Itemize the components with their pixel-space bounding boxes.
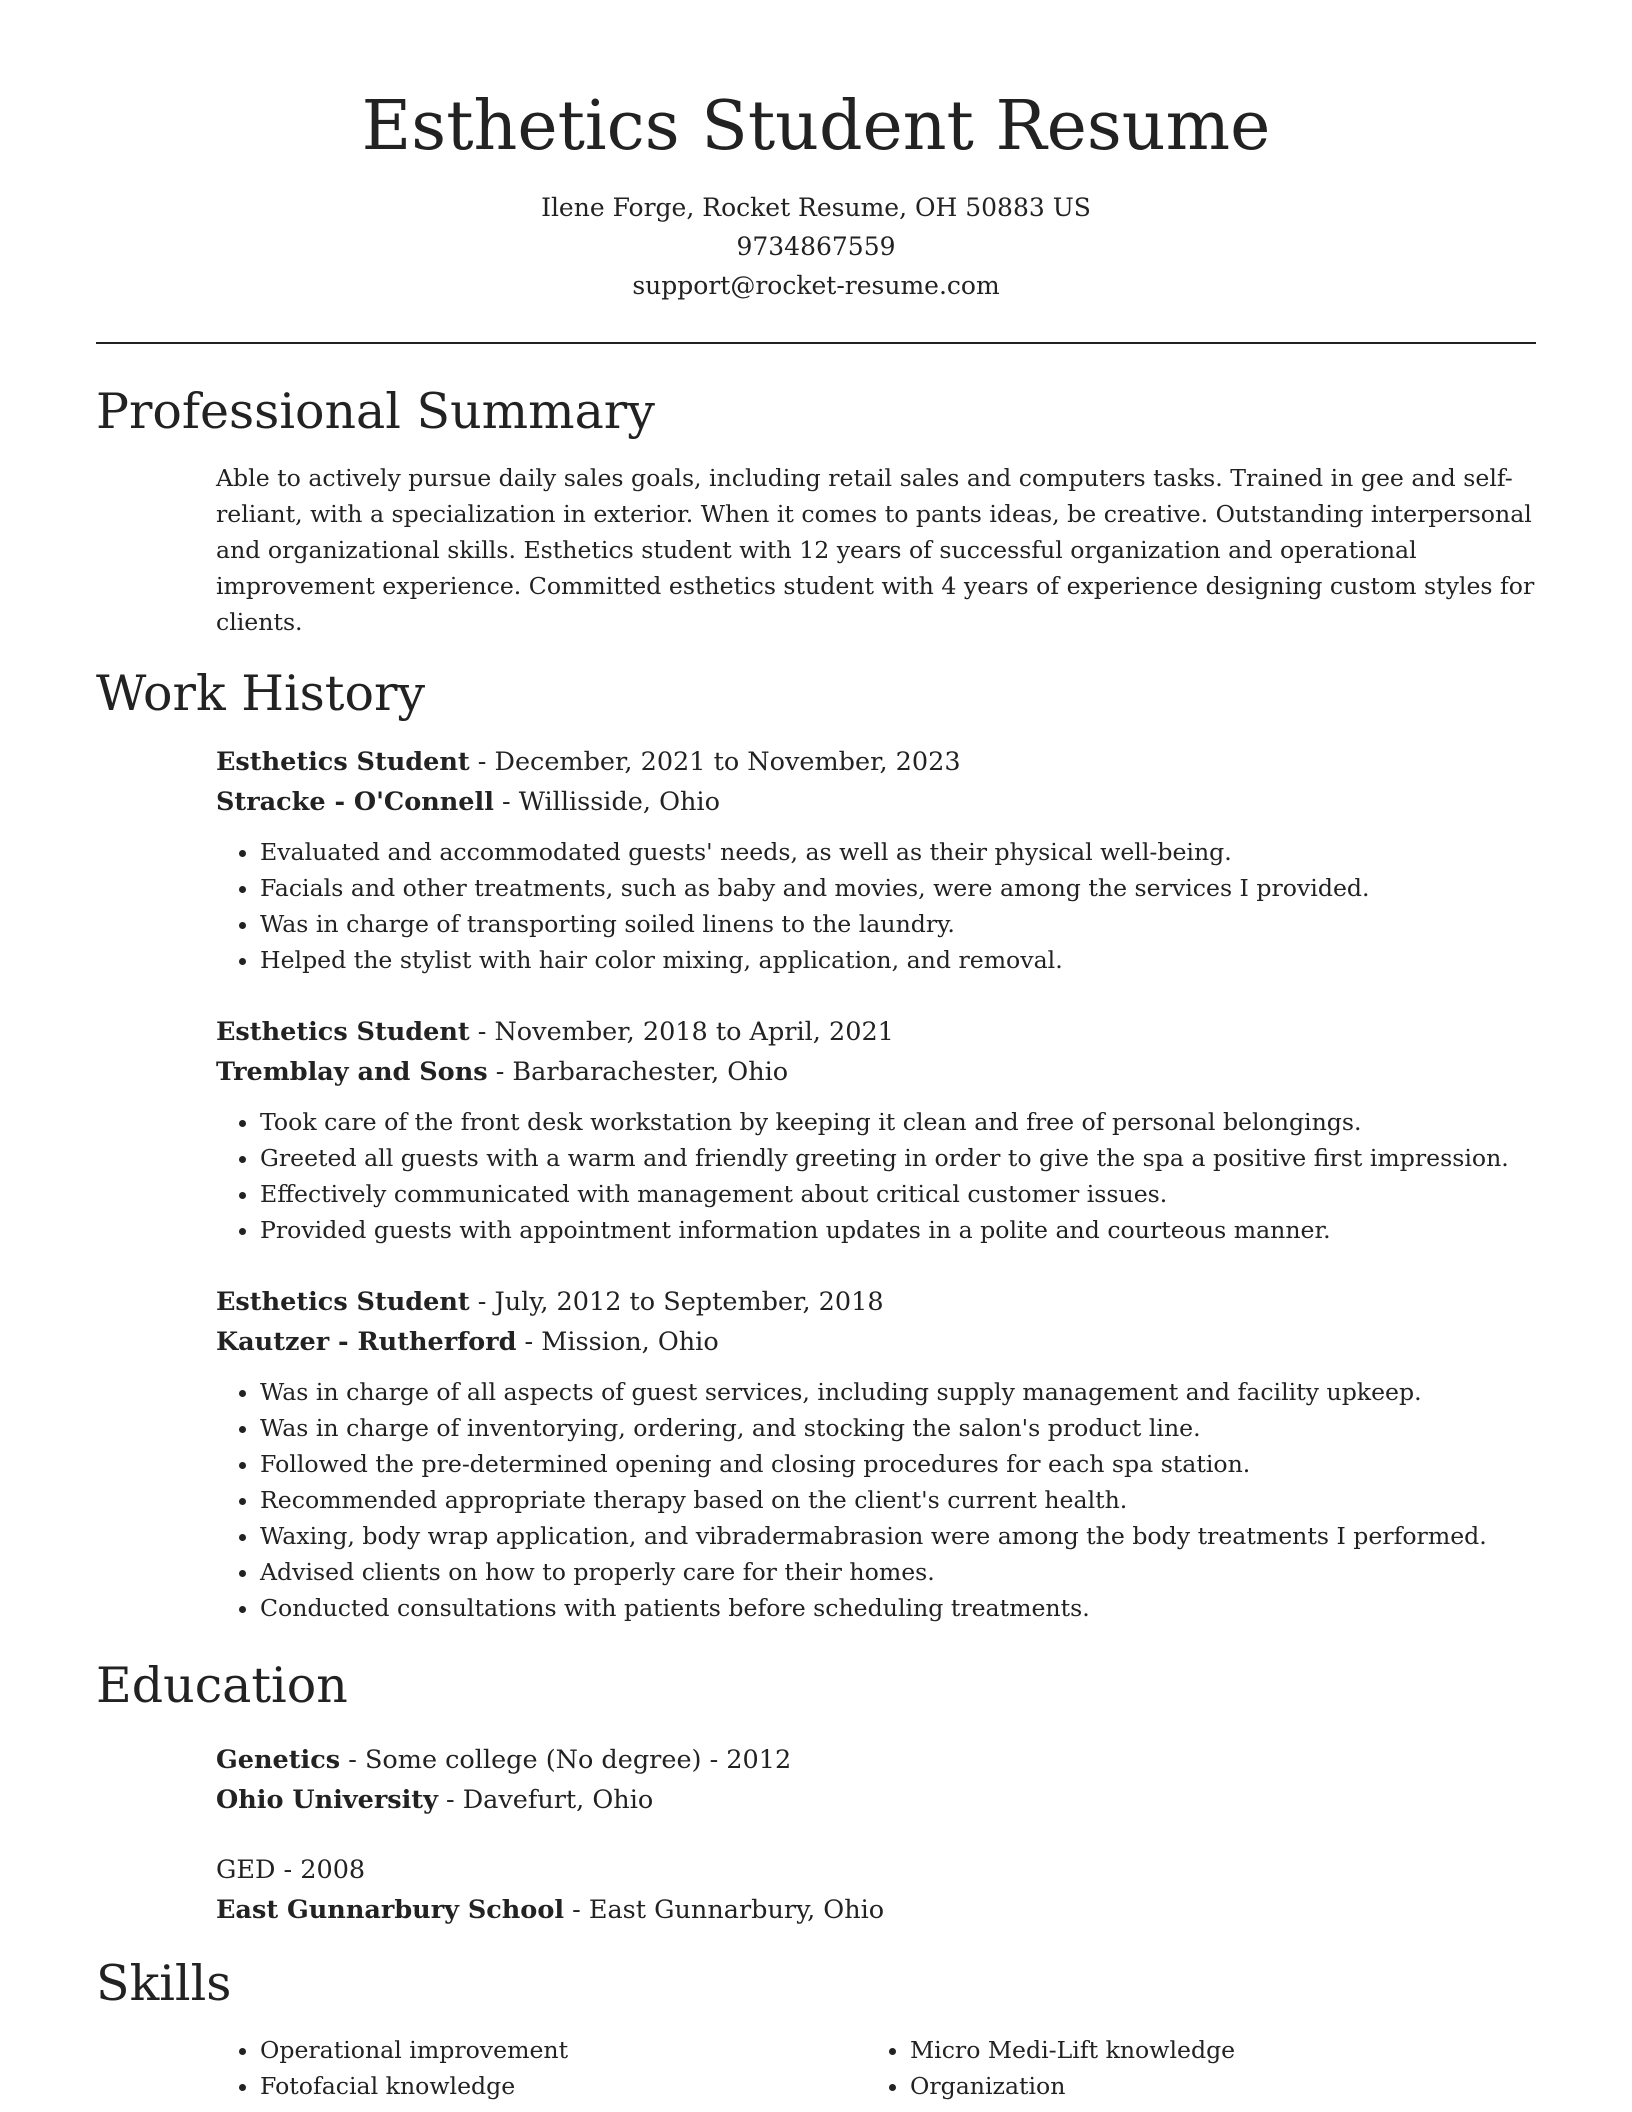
job-company: Tremblay and Sons [216,1057,488,1087]
education-degree: Genetics [216,1745,341,1775]
education-degree-line [216,1850,1536,1890]
job-dates: - December, 2021 to November, 2023 [469,747,961,777]
education-location: - East Gunnarbury, Ohio [564,1895,885,1925]
section-title-education: Education [96,1657,348,1714]
list-item: • Fotofacial knowledge [260,2068,816,2104]
job-bullets [216,1104,1536,1248]
job-entry [216,1012,1536,1248]
skills-list [866,2032,1466,2104]
education-school-line [216,1890,1536,1930]
contact-address: Ilene Forge, Rocket Resume, OH 50883 US [541,193,1091,222]
list-item: • Micro Medi-Lift knowledge [910,2032,1466,2068]
education-degree-line [216,1740,1536,1780]
education-school: East Gunnarbury School [216,1895,565,1925]
job-company: Kautzer - Rutherford [216,1327,517,1357]
job-title-line [216,742,1536,782]
education-entry [216,1740,1536,1820]
job-company-line [216,1322,1536,1362]
education-detail: - Some college (No degree) - 2012 [340,1745,792,1775]
job-title: Esthetics Student [216,1017,470,1047]
list-item: • Took care of the front desk workstation by keeping it clean and free of personal belongings. [260,1104,1536,1140]
resume-title: Esthetics Student Resume [361,87,1271,166]
job-company-line [216,782,1536,822]
header-divider [96,342,1536,344]
list-item: • Recommended appropriate therapy based on the client's current health. [260,1482,1536,1518]
job-location: - Mission, Ohio [516,1327,719,1357]
list-item: • Followed the pre-determined opening and closing procedures for each spa station. [260,1446,1536,1482]
list-item: • Operational improvement [260,2032,816,2068]
skills-column-left [216,2032,816,2104]
job-location: - Willisside, Ohio [493,787,720,817]
contact-phone: 9734867559 [736,232,896,261]
list-item: • Facials and other treatments, such as baby and movies, were among the services I provided. [260,870,1536,906]
list-item: • Helped the stylist with hair color mixing, application, and removal. [260,942,1536,978]
list-item: • Waxing, body wrap application, and vibradermabrasion were among the body treatments I performed. [260,1518,1536,1554]
section-title-work: Work History [96,665,426,722]
list-item: • Greeted all guests with a warm and friendly greeting in order to give the spa a positive first impression. [260,1140,1536,1176]
job-location: - Barbarachester, Ohio [487,1057,789,1087]
job-company: Stracke - O'Connell [216,787,494,817]
list-item: • Was in charge of inventorying, ordering, and stocking the salon's product line. [260,1410,1536,1446]
list-item: • Conducted consultations with patients before scheduling treatments. [260,1590,1536,1626]
job-company-line [216,1052,1536,1092]
section-title-summary: Professional Summary [96,383,655,440]
skills-list [216,2032,816,2104]
job-entry [216,742,1536,978]
section-title-skills: Skills [96,1955,232,2012]
list-item: • Evaluated and accommodated guests' needs, as well as their physical well-being. [260,834,1536,870]
list-item: • Organization [910,2068,1466,2104]
summary-text: Able to actively pursue daily sales goals, including retail sales and computers tasks. Trained in gee and self-reliant, with a specialization in exterior. When it comes to pants ideas, be creative. Outstanding interpersonal and organizational skills. Esthetics student with 12 years of successful organization and operational improvement experience. Committed esthetics student with 4 years of experience designing custom styles for clients. [216,464,1535,636]
job-bullets [216,1374,1536,1626]
list-item: • Effectively communicated with management about critical customer issues. [260,1176,1536,1212]
list-item: • Advised clients on how to properly care for their homes. [260,1554,1536,1590]
job-entry [216,1282,1536,1626]
job-dates: - November, 2018 to April, 2021 [469,1017,894,1047]
education-entry [216,1850,1536,1930]
list-item: • Was in charge of all aspects of guest services, including supply management and facility upkeep. [260,1374,1536,1410]
job-title-line [216,1012,1536,1052]
education-school-line [216,1780,1536,1820]
job-dates: - July, 2012 to September, 2018 [469,1287,884,1317]
education-detail: GED - 2008 [216,1855,366,1885]
contact-block [0,188,1632,305]
education-location: - Davefurt, Ohio [437,1785,654,1815]
list-item: • Provided guests with appointment information updates in a polite and courteous manner. [260,1212,1536,1248]
skills-column-right [866,2032,1466,2104]
job-title: Esthetics Student [216,1287,470,1317]
job-bullets [216,834,1536,978]
job-title-line [216,1282,1536,1322]
education-school: Ohio University [216,1785,438,1815]
contact-email: support@rocket-resume.com [632,271,1000,300]
job-title: Esthetics Student [216,747,470,777]
resume-header [0,0,1632,305]
list-item: • Was in charge of transporting soiled linens to the laundry. [260,906,1536,942]
